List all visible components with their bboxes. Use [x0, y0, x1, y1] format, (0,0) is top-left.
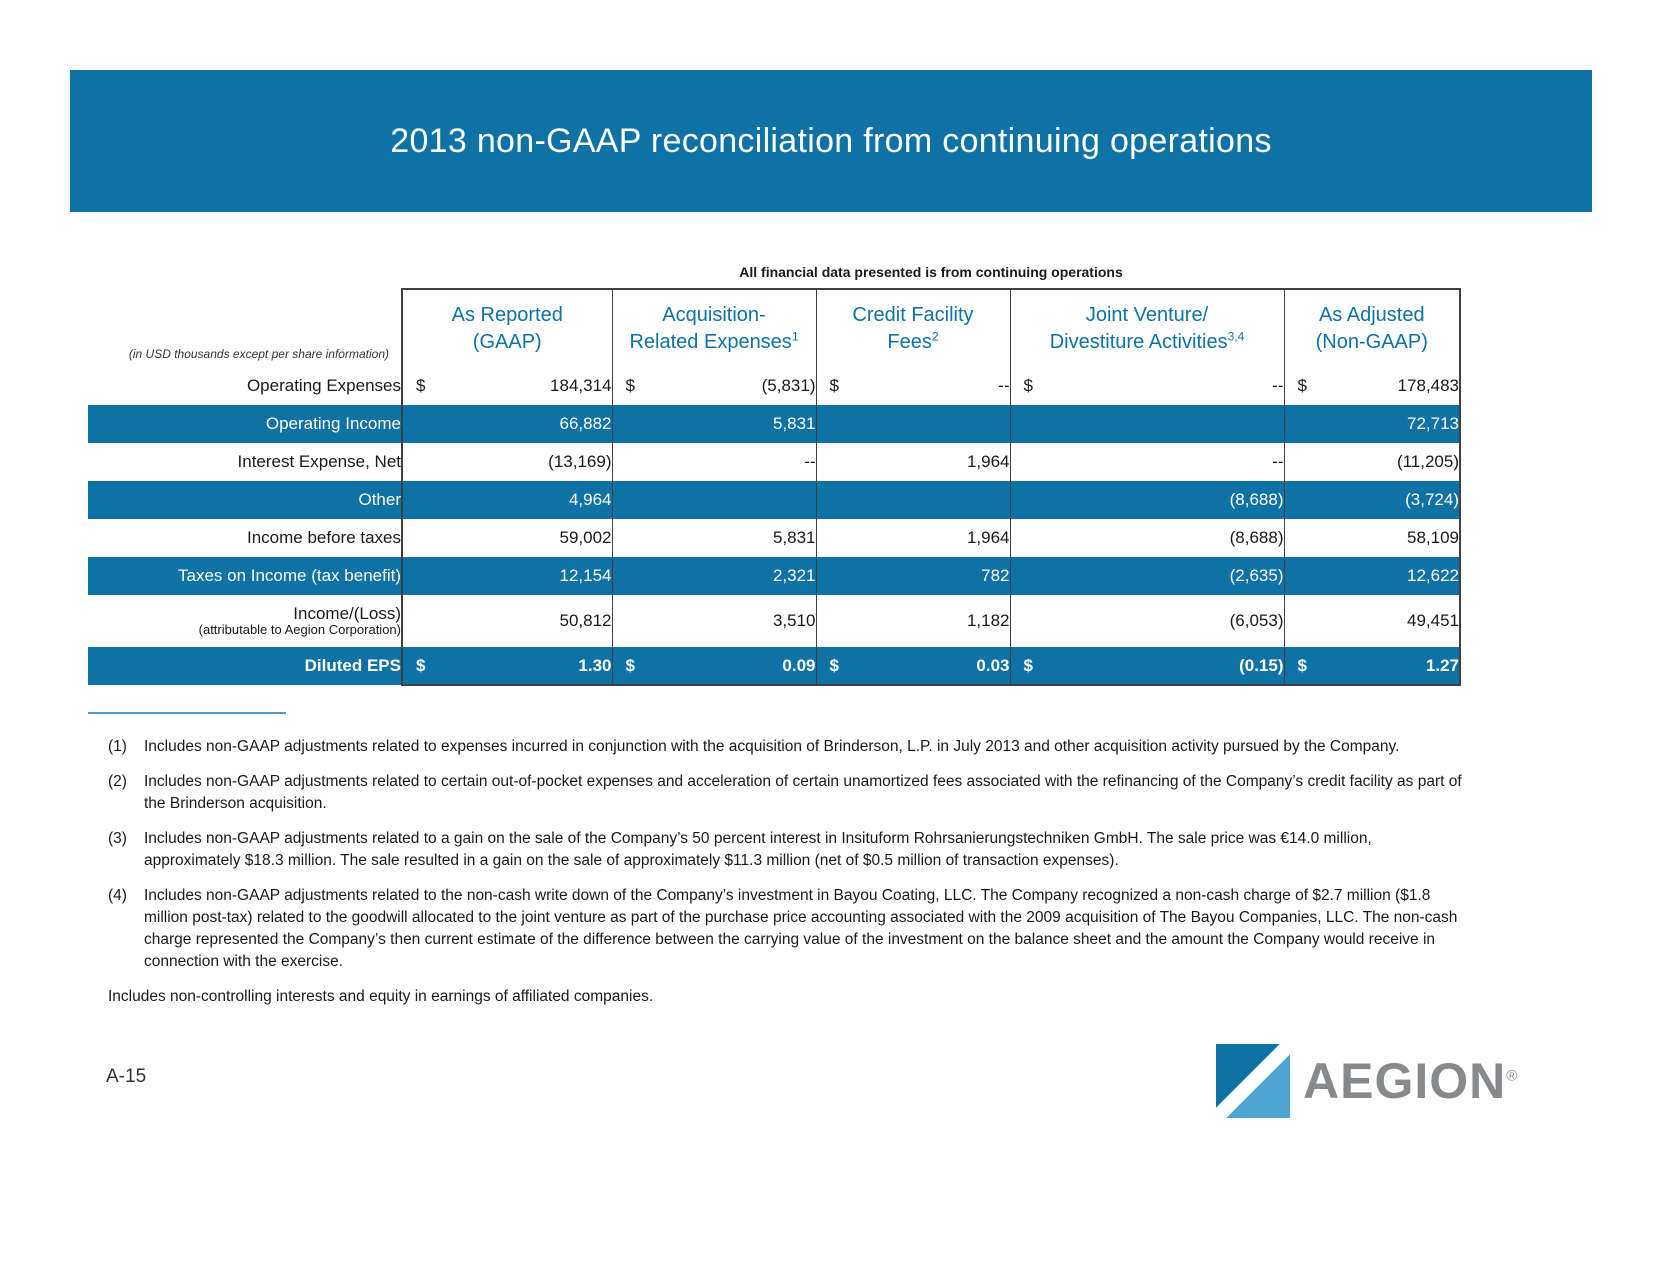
table-row-taxes-on-income	[88, 557, 1460, 595]
currency-symbol: $	[1297, 655, 1307, 675]
row-sublabel: (attributable to Aegion Corporation)	[198, 622, 401, 638]
table-cell: (6,053)	[1010, 595, 1284, 647]
currency-symbol: $	[416, 376, 426, 395]
column-header-acquisition: Acquisition- Related Expenses$^1$	[612, 289, 816, 367]
footnote-4	[108, 885, 1462, 973]
table-cell: 49,451	[1284, 595, 1460, 647]
table-cell: --	[1010, 443, 1284, 481]
table-cell: $ (0.15)	[1010, 647, 1284, 685]
table-cell: 5,831	[612, 519, 816, 557]
table-cell: 12,622	[1284, 557, 1460, 595]
registered-trademark-symbol: ®	[1506, 1067, 1519, 1085]
table-cell: $ 184,314	[402, 367, 612, 405]
page-number: A-15	[106, 1066, 147, 1087]
row-label: Other	[88, 481, 402, 519]
table-cell: 59,002	[402, 519, 612, 557]
currency-symbol: $	[829, 655, 839, 675]
aegion-logo-text: AEGION®	[1303, 1053, 1519, 1109]
table-cell: $ 1.27	[1284, 647, 1460, 685]
currency-symbol: $	[625, 376, 635, 395]
currency-symbol: $	[1023, 655, 1033, 675]
closing-note: Includes non-controlling interests and equity in earnings of affiliated companies.	[108, 988, 654, 1005]
table-cell: 5,831	[612, 405, 816, 443]
table-cell: $ 0.03	[816, 647, 1010, 685]
table-cell: 72,713	[1284, 405, 1460, 443]
table-cell	[816, 405, 1010, 443]
table-cell: (2,635)	[1010, 557, 1284, 595]
footnote-marker: (2)	[108, 773, 127, 790]
row-label: Income/(Loss) (attributable to Aegion Corporation)	[88, 595, 402, 647]
column-header-credit-facility: Credit Facility Fees$^2$	[816, 289, 1010, 367]
table-note: All financial data presented is from continuing operations	[739, 264, 1123, 280]
aegion-logo	[1216, 1044, 1518, 1118]
table-cell: 50,812	[402, 595, 612, 647]
table-row-operating-expenses	[88, 367, 1460, 405]
table-row-other	[88, 481, 1460, 519]
unit-label: (in USD thousands except per share information)	[128, 347, 389, 361]
footnote-text: Includes non-GAAP adjustments related to the non-cash write down of the Company’s investment in Bayou Coating, LLC. The Company recognized a non-cash charge of $2.7 million ($1.8 million post-tax) related to the goodwill allocated to the joint venture as part of the purchase price accounting associated with the 2009 acquisition of The Bayou Companies, LLC. The non-cash charge represented the Company’s then current estimate of the difference between the carrying value of the investment on the balance sheet and the amount the Company would receive in connection with the exercise.	[144, 887, 1458, 970]
currency-symbol: $	[829, 376, 839, 395]
table-cell: (13,169)	[402, 443, 612, 481]
row-label: Operating Expenses	[88, 367, 402, 405]
table-cell	[1010, 405, 1284, 443]
table-cell: $ (5,831)	[612, 367, 816, 405]
table-cell: $ --	[1010, 367, 1284, 405]
column-header-joint-venture: Joint Venture/ Divestiture Activities$^{3,4}$	[1010, 289, 1284, 367]
footnote-text: Includes non-GAAP adjustments related to expenses incurred in conjunction with the acquisition of Brinderson, L.P. in July 2013 and other acquisition activity pursued by the Company.	[144, 738, 1400, 755]
footnote-marker: (1)	[108, 738, 127, 755]
row-label: Interest Expense, Net	[88, 443, 402, 481]
table-cell: $ 0.09	[612, 647, 816, 685]
table-cell: 3,510	[612, 595, 816, 647]
table-cell: $ 1.30	[402, 647, 612, 685]
footnote-marker: (4)	[108, 887, 127, 904]
column-header-as-adjusted: As Adjusted (Non-GAAP)	[1284, 289, 1460, 367]
table-row-interest-expense	[88, 443, 1460, 481]
financial-table	[88, 288, 1461, 686]
slide-title: 2013 non-GAAP reconciliation from continuing operations	[390, 121, 1272, 160]
row-label: Taxes on Income (tax benefit)	[88, 557, 402, 595]
table-cell: 58,109	[1284, 519, 1460, 557]
aegion-logo-icon	[1216, 1044, 1290, 1118]
table-cell: --	[612, 443, 816, 481]
table-cell: 12,154	[402, 557, 612, 595]
table-cell: 1,182	[816, 595, 1010, 647]
table-cell: (8,688)	[1010, 519, 1284, 557]
title-banner	[70, 70, 1592, 212]
footnote-ref: 3,4	[1227, 328, 1245, 343]
table-cell	[612, 481, 816, 519]
footnote-divider	[88, 712, 286, 714]
footnote-marker: (3)	[108, 830, 127, 847]
footnote-text: Includes non-GAAP adjustments related to certain out-of-pocket expenses and acceleration of certain unamortized fees associated with the refinancing of the Company’s credit facility as part of the Brinderson acquisition.	[144, 773, 1462, 812]
table-cell: 2,321	[612, 557, 816, 595]
footnote-ref: 2	[931, 328, 939, 343]
footnote-ref: 1	[791, 328, 799, 343]
row-label: Diluted EPS	[88, 647, 402, 685]
table-cell: $ 178,483	[1284, 367, 1460, 405]
footnote-text: Includes non-GAAP adjustments related to a gain on the sale of the Company’s 50 percent interest in Insituform Rohrsanierungstechniken GmbH. The sale price was €14.0 million, approximately $18.3 million. The sale resulted in a gain on the sale of approximately $11.3 million (net of $0.5 million of transaction expenses).	[144, 830, 1372, 869]
row-label: Income before taxes	[88, 519, 402, 557]
table-cell: (3,724)	[1284, 481, 1460, 519]
header-row	[88, 289, 1460, 367]
table-row-income-loss	[88, 595, 1460, 647]
footnote-3	[108, 828, 1462, 872]
table-cell: (11,205)	[1284, 443, 1460, 481]
footnotes	[108, 736, 1462, 1021]
row-label: Operating Income	[88, 405, 402, 443]
financial-table-container	[88, 288, 1461, 686]
table-cell: 1,964	[816, 519, 1010, 557]
currency-symbol: $	[625, 655, 635, 675]
table-cell	[816, 481, 1010, 519]
table-cell: $ --	[816, 367, 1010, 405]
footnote-2	[108, 771, 1462, 815]
table-row-income-before-taxes	[88, 519, 1460, 557]
table-cell: 1,964	[816, 443, 1010, 481]
table-cell: (8,688)	[1010, 481, 1284, 519]
column-header-as-reported: As Reported (GAAP)	[402, 289, 612, 367]
table-row-diluted-eps	[88, 647, 1460, 685]
table-cell: 66,882	[402, 405, 612, 443]
footnote-1	[108, 736, 1462, 758]
table-cell: 782	[816, 557, 1010, 595]
currency-symbol: $	[416, 655, 426, 675]
table-cell: 4,964	[402, 481, 612, 519]
table-row-operating-income	[88, 405, 1460, 443]
currency-symbol: $	[1023, 376, 1033, 395]
currency-symbol: $	[1297, 376, 1307, 395]
